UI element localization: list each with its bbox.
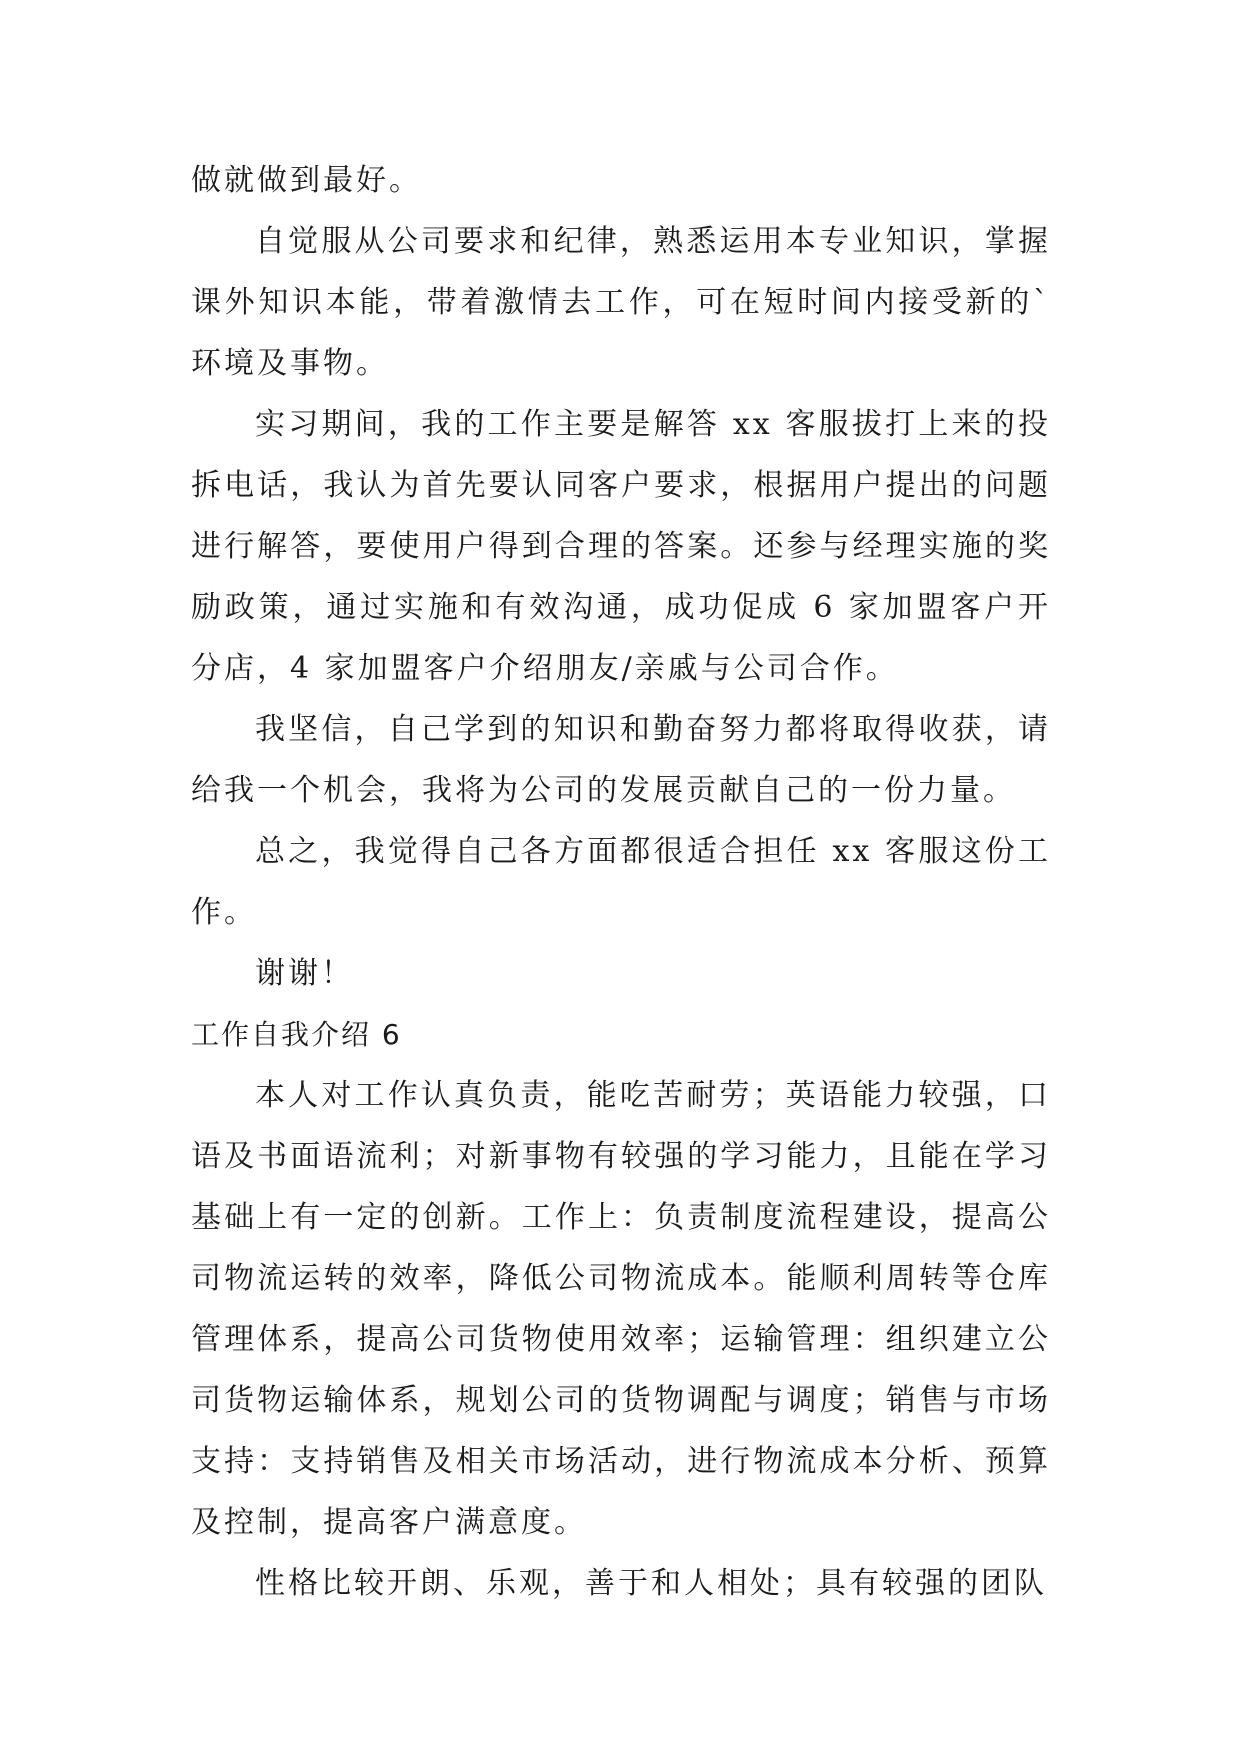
document-page xyxy=(191,150,1051,1614)
paragraph-4: 我坚信，自己学到的知识和勤奋努力都将取得收获，请给我一个机会，我将为公司的发展贡献自己的一份力量。 xyxy=(191,712,1051,808)
section-paragraph-2: 性格比较开朗、乐观，善于和人相处；具有较强的团队 xyxy=(255,1566,1047,1601)
section-paragraph-1: 本人对工作认真负责，能吃苦耐劳；英语能力较强，口语及书面语流利；对新事物有较强的学习能力，且能在学习基础上有一定的创新。工作上：负责制度流程建设，提高公司物流运转的效率，降低公司物流成本。能顺利周转等仓库管理体系，提高公司货物使用效率；运输管理：组织建立公司货物运输体系，规划公司的货物调配与调度；销售与市场支持：支持销售及相关市场活动，进行物流成本分析、预算及控制，提高客户满意度。 xyxy=(191,1078,1051,1540)
section-heading: 工作自我介绍 6 xyxy=(191,1018,402,1051)
paragraph-2: 自觉服从公司要求和纪律，熟悉运用本专业知识，掌握课外知识本能，带着激情去工作，可在短时间内接受新的`环境及事物。 xyxy=(191,224,1051,381)
paragraph-1: 做就做到最好。 xyxy=(191,163,422,198)
paragraph-3: 实习期间，我的工作主要是解答 xx 客服拔打上来的投拆电话，我认为首先要认同客户要求，根据用户提出的问题进行解答，要使用户得到合理的答案。还参与经理实施的奖励政策，通过实施和有效沟通，成功促成 6 家加盟客户开分店，4 家加盟客户介绍朋友/亲戚与公司合作。 xyxy=(191,407,1051,686)
paragraph-6: 谢谢！ xyxy=(255,956,354,991)
paragraph-5: 总之，我觉得自己各方面都很适合担任 xx 客服这份工作。 xyxy=(191,834,1051,930)
